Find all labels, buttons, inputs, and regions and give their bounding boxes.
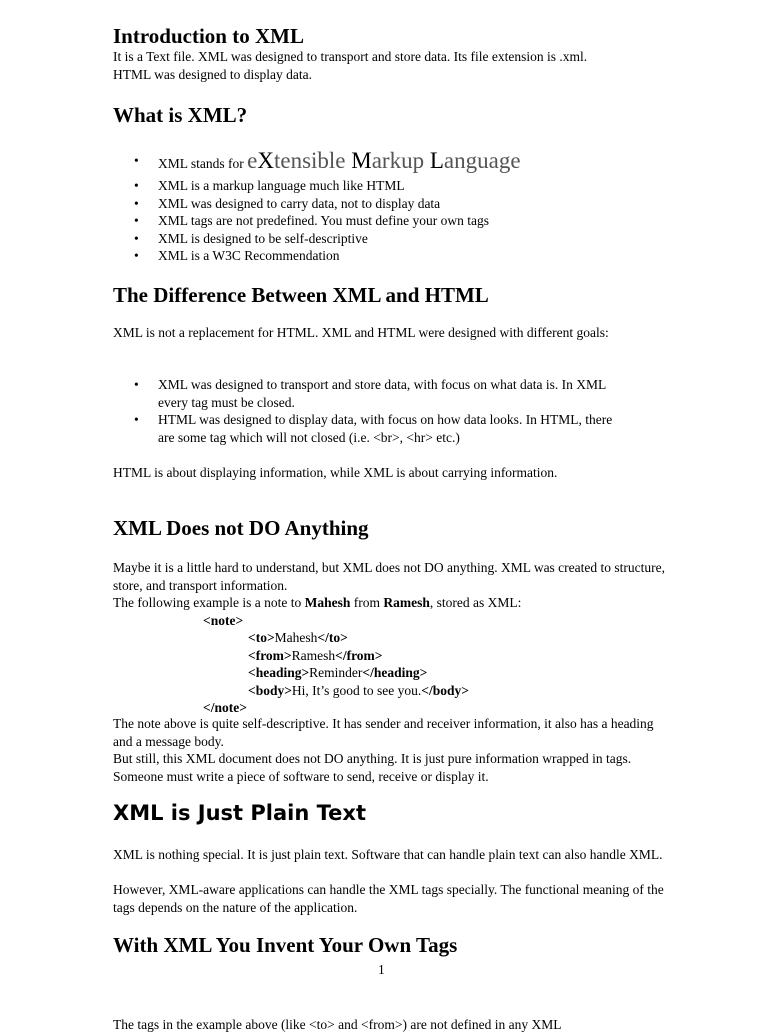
do-paragraph-3: The note above is quite self-descriptive. It has sender and receiver information, it also has a heading and a message body. bbox=[113, 716, 654, 749]
acronym-letter: M bbox=[351, 148, 372, 173]
xml-note-close: </note> bbox=[203, 700, 247, 715]
heading-does-not-do-anything: XML Does not DO Anything bbox=[113, 516, 369, 540]
list-item: • HTML was designed to display data, with focus on how data looks. In HTML, there are some tag which will not closed (i.e. <br>, <hr> etc.) bbox=[113, 411, 673, 446]
intro-line-2: HTML was designed to display data. bbox=[113, 66, 312, 82]
name-ramesh: Ramesh bbox=[383, 595, 430, 610]
intro-line-1: It is a Text file. XML was designed to transport and store data. Its file extension is .xml. bbox=[113, 49, 588, 64]
list-item bbox=[113, 148, 673, 177]
difference-paragraph: XML is not a replacement for HTML. XML and HTML were designed with different goals: bbox=[113, 325, 609, 340]
plain-paragraph-1: XML is nothing special. It is just plain text. Software that can handle plain text can also handle XML. bbox=[113, 847, 663, 862]
xml-body-line: <body>Hi, It’s good to see you.</body> bbox=[248, 682, 469, 698]
list-item: • XML is a W3C Recommendation bbox=[113, 247, 673, 265]
list-item: • XML was designed to transport and store data, with focus on what data is. In XML every tag must be closed. bbox=[113, 376, 673, 411]
do-paragraph-4: But still, this XML document does not DO anything. It is just pure information wrapped in tags. Someone must write a piece of software to send, receive or display it. bbox=[113, 751, 632, 784]
xml-to-line: <to>Mahesh</to> bbox=[248, 630, 348, 645]
xml-heading-line: <heading>Reminder</heading> bbox=[248, 665, 428, 680]
do-paragraph-2 bbox=[113, 594, 673, 612]
difference-list bbox=[113, 376, 673, 446]
heading-what-is-xml: What is XML? bbox=[113, 103, 248, 127]
list-item: • XML is a markup language much like HTML bbox=[113, 177, 673, 195]
plain-paragraph-2: However, XML-aware applications can handle the XML tags specially. The functional meaning of the tags depends on the nature of the application. bbox=[113, 882, 664, 915]
do-paragraph-1: Maybe it is a little hard to understand, but XML does not DO anything. XML was created to structure, store, and transport information. bbox=[113, 560, 666, 593]
xml-from-line: <from>Ramesh</from> bbox=[248, 647, 383, 663]
heading-difference: The Difference Between XML and HTML bbox=[113, 283, 489, 307]
xml-note-open: <note> bbox=[203, 612, 244, 628]
what-is-xml-list bbox=[113, 148, 673, 265]
acronym-letter: e bbox=[247, 148, 258, 173]
text-run: The following example is a note to bbox=[113, 595, 305, 610]
heading-invent-tags: With XML You Invent Your Own Tags bbox=[113, 933, 458, 957]
acronym-letter: X bbox=[257, 148, 274, 173]
list-item: • XML was designed to carry data, not to display data bbox=[113, 195, 673, 213]
name-mahesh: Mahesh bbox=[304, 595, 351, 610]
acronym-word: tensible bbox=[273, 148, 352, 173]
acronym-word: anguage bbox=[443, 148, 521, 173]
page-number: 1 bbox=[378, 962, 385, 977]
heading-introduction: Introduction to XML bbox=[113, 24, 304, 48]
list-item: • XML tags are not predefined. You must define your own tags bbox=[113, 212, 673, 230]
acronym-word: arkup bbox=[371, 148, 430, 173]
heading-plain-text: XML is Just Plain Text bbox=[113, 801, 366, 825]
difference-summary: HTML is about displaying information, while XML is about carrying information. bbox=[113, 465, 558, 480]
text-run: from bbox=[350, 595, 384, 610]
cut-off-paragraph: The tags in the example above (like <to> and <from>) are not defined in any XML bbox=[113, 1017, 562, 1032]
list-item: • XML is designed to be self-descriptive bbox=[113, 230, 673, 248]
text-run: , stored as XML: bbox=[429, 595, 522, 610]
acronym-letter: L bbox=[429, 148, 444, 173]
list-item-prefix: XML stands for bbox=[158, 156, 248, 171]
